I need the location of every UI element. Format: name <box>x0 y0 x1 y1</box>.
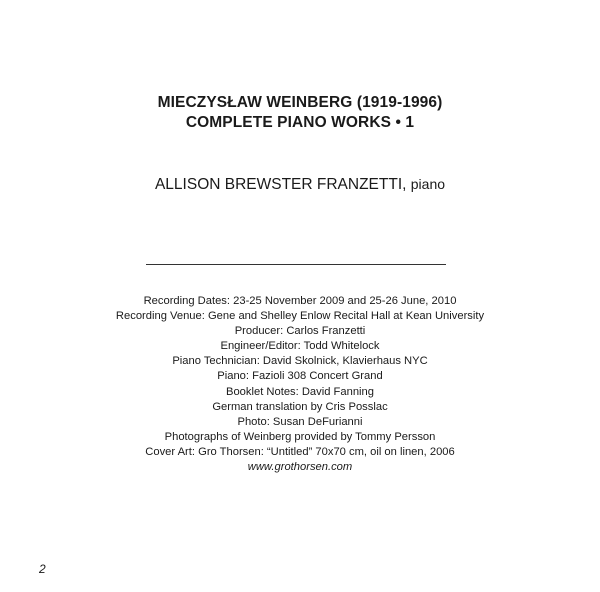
composer-title: MIECZYSŁAW WEINBERG (1919-1996) <box>157 94 443 111</box>
credit-engineer: Engineer/Editor: Todd Whitelock <box>220 340 380 353</box>
credit-photographs: Photographs of Weinberg provided by Tommy Persson <box>164 430 436 443</box>
performer-credit <box>0 174 600 195</box>
divider-line <box>146 264 446 265</box>
credit-recording-dates: Recording Dates: 23-25 November 2009 and 25-26 June, 2010 <box>143 295 457 307</box>
website-link: www.grothorsen.com <box>247 461 353 474</box>
album-title: COMPLETE PIANO WORKS • 1 <box>185 114 415 131</box>
credit-cover-art: Cover Art: Gro Thorsen: “Untitled” 70x70 cm, oil on linen, 2006 <box>145 445 455 458</box>
credit-producer: Producer: Carlos Franzetti <box>234 325 366 338</box>
performer-name: ALLISON BREWSTER FRANZETTI, <box>154 176 407 193</box>
page-number: 2 <box>39 562 46 576</box>
title-block <box>0 93 600 133</box>
performer-instrument: piano <box>410 176 446 192</box>
credit-recording-venue: Recording Venue: Gene and Shelley Enlow Recital Hall at Kean University <box>115 310 485 323</box>
credit-piano-technician: Piano Technician: David Skolnick, Klavierhaus NYC <box>172 355 428 368</box>
credit-german-translation: German translation by Cris Posslac <box>212 400 388 413</box>
credit-photo: Photo: Susan DeFurianni <box>237 415 363 428</box>
credit-piano: Piano: Fazioli 308 Concert Grand <box>217 370 383 383</box>
credits-block <box>0 294 600 475</box>
credit-booklet-notes: Booklet Notes: David Fanning <box>225 385 374 398</box>
